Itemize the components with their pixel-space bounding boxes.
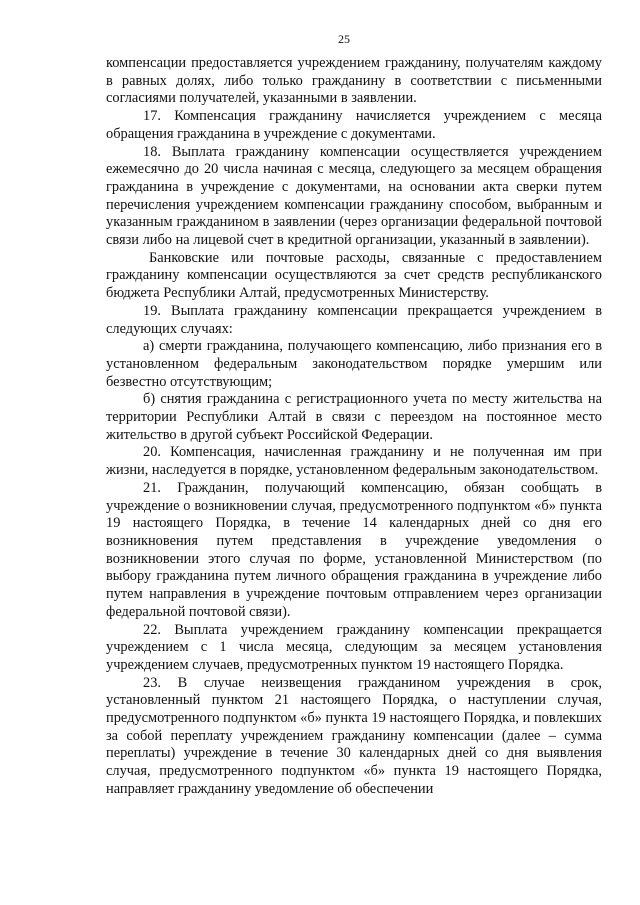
page-number: 25 xyxy=(338,32,350,46)
paragraph: Банковские или почтовые расходы, связанные с предоставлением гражданину компенсации осуществляются за счет средств республиканского бюджета Республики Алтай, предусмотренных Министерству. xyxy=(106,249,602,302)
paragraph: б) снятия гражданина с регистрационного учета по месту жительства на территории Республики Алтай в связи с переездом на постоянное место жительство в другой субъект Российской Федерации. xyxy=(106,391,602,443)
paragraph: а) смерти гражданина, получающего компенсацию, либо признания его в установленном федеральным законодательством порядке умершим или безвестно отсутствующим; xyxy=(106,338,602,390)
paragraph: 22. Выплата учреждением гражданину компенсации прекращается учреждением с 1 числа месяца, следующим за месяцем установления учреждением случаев, предусмотренных пунктом 19 настоящего Порядка. xyxy=(106,621,602,673)
document-body xyxy=(106,55,602,799)
paragraph: компенсации предоставляется учреждением гражданину, получателям каждому в равных долях, либо только гражданину в соответствии с письменными согласиями получателей, указанными в заявлении. xyxy=(106,55,602,107)
paragraph: 23. В случае неизвещения гражданином учреждения в срок, установленный пунктом 21 настоящего Порядка, о наступлении случая, предусмотренного подпунктом «б» пункта 19 настоящего Порядка, и повлекших за собой переплату учреждением гражданину компенсации (далее – сумма переплаты) учреждение в течение 30 календарных дней со дня выявления случая, предусмотренного подпунктом «б» пункта 19 настоящего Порядка, направляет гражданину уведомление об обеспечении xyxy=(106,674,602,797)
paragraph: 18. Выплата гражданину компенсации осуществляется учреждением ежемесячно до 20 числа начиная с месяца, следующего за месяцем обращения гражданина в учреждение с документами, на основании акта сверки путем перечисления учреждением компенсации гражданину способом, выбранным и указанным гражданином в заявлении (через организации федеральной почтовой связи либо на лицевой счет в кредитной организации, указанный в заявлении). xyxy=(106,143,602,249)
paragraph: 21. Гражданин, получающий компенсацию, обязан сообщать в учреждение о возникновении случая, предусмотренного подпунктом «б» пункта 19 настоящего Порядка, в течение 14 календарных дней со дня его возникновения путем представления в учреждение уведомления о возникновении этого случая по форме, установленной Министерством (по выбору гражданина путем личного обращения гражданина в учреждение либо путем направления в учреждение почтовым отправлением через организации федеральной почтовой связи). xyxy=(106,479,602,620)
paragraph: 17. Компенсация гражданину начисляется учреждением с месяца обращения гражданина в учреждение с документами. xyxy=(106,108,602,142)
paragraph: 20. Компенсация, начисленная гражданину и не полученная им при жизни, наследуется в порядке, установленном федеральным законодательством. xyxy=(106,444,602,479)
paragraph: 19. Выплата гражданину компенсации прекращается учреждением в следующих случаях: xyxy=(106,302,602,337)
